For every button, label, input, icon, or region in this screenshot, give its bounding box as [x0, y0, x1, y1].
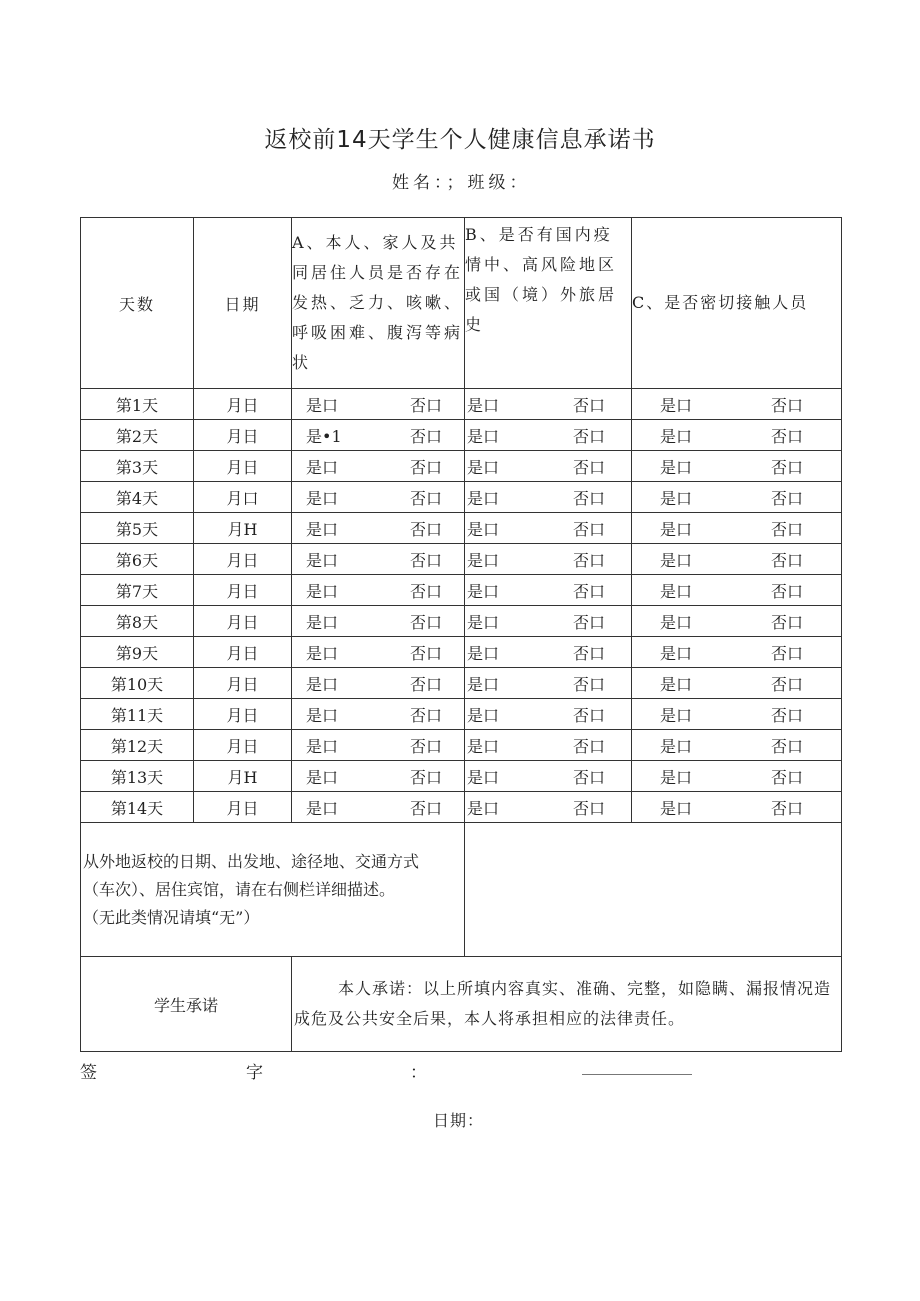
yes-checkbox[interactable]: 是口	[660, 488, 693, 508]
yes-checkbox[interactable]: 是口	[660, 767, 693, 787]
no-checkbox[interactable]: 否口	[770, 519, 803, 539]
no-checkbox[interactable]: 否口	[409, 395, 442, 415]
name-class-line: 姓名：；班级：	[392, 173, 531, 193]
answer-cell-b	[465, 513, 632, 544]
answer-cell-a	[292, 389, 465, 420]
no-checkbox[interactable]: 否口	[409, 426, 442, 446]
yes-checkbox[interactable]: 是•1	[306, 426, 342, 446]
yes-checkbox[interactable]: 是口	[660, 643, 693, 663]
no-checkbox[interactable]: 否口	[409, 488, 442, 508]
health-table	[80, 217, 842, 1052]
answer-cell-b	[465, 606, 632, 637]
no-checkbox[interactable]: 否口	[770, 550, 803, 570]
no-checkbox[interactable]: 否口	[572, 674, 605, 694]
no-checkbox[interactable]: 否口	[572, 457, 605, 477]
date-field[interactable]: 月日	[194, 730, 292, 761]
no-checkbox[interactable]: 否口	[770, 581, 803, 601]
answer-cell-b	[465, 792, 632, 823]
promise-cell	[292, 957, 842, 1052]
no-checkbox[interactable]: 否口	[572, 488, 605, 508]
no-checkbox[interactable]: 否口	[572, 705, 605, 725]
answer-cell-c	[632, 420, 842, 451]
table-row	[81, 389, 842, 420]
no-checkbox[interactable]: 否口	[572, 736, 605, 756]
yes-checkbox[interactable]: 是口	[467, 612, 500, 632]
answer-cell-c	[632, 792, 842, 823]
answer-cell-a	[292, 420, 465, 451]
answer-cell-b	[465, 451, 632, 482]
table-row	[81, 513, 842, 544]
no-checkbox[interactable]: 否口	[770, 612, 803, 632]
signature-char-1: 签	[80, 1063, 97, 1083]
yes-checkbox[interactable]: 是口	[467, 705, 500, 725]
trip-row	[81, 823, 842, 957]
answer-cell-c	[632, 544, 842, 575]
day-label: 第4天	[81, 482, 194, 513]
answer-cell-b	[465, 637, 632, 668]
answer-cell-c	[632, 668, 842, 699]
table-row	[81, 420, 842, 451]
date-field[interactable]: 月日	[194, 389, 292, 420]
no-checkbox[interactable]: 否口	[572, 643, 605, 663]
answer-cell-c	[632, 451, 842, 482]
trip-instruction-line: 从外地返校的日期、出发地、途径地、交通方式	[83, 851, 420, 871]
no-checkbox[interactable]: 否口	[572, 426, 605, 446]
no-checkbox[interactable]: 否口	[572, 612, 605, 632]
answer-cell-a	[292, 606, 465, 637]
answer-cell-a	[292, 451, 465, 482]
date-field[interactable]: 月H	[194, 513, 292, 544]
no-checkbox[interactable]: 否口	[409, 736, 442, 756]
day-label: 第10天	[81, 668, 194, 699]
answer-cell-b	[465, 730, 632, 761]
trip-answer-field[interactable]	[465, 823, 842, 957]
date-field[interactable]: 月口	[194, 482, 292, 513]
signature-blank[interactable]	[582, 1074, 692, 1075]
answer-cell-b	[465, 482, 632, 513]
table-row	[81, 606, 842, 637]
date-field[interactable]: 月日	[194, 451, 292, 482]
yes-checkbox[interactable]: 是口	[306, 674, 339, 694]
promise-row	[81, 957, 842, 1052]
date-field[interactable]: 月日	[194, 637, 292, 668]
no-checkbox[interactable]: 否口	[770, 798, 803, 818]
yes-checkbox[interactable]: 是口	[467, 519, 500, 539]
date-field[interactable]: 月日	[194, 606, 292, 637]
day-label: 第7天	[81, 575, 194, 606]
no-checkbox[interactable]: 否口	[572, 519, 605, 539]
answer-cell-c	[632, 389, 842, 420]
yes-checkbox[interactable]: 是口	[660, 457, 693, 477]
no-checkbox[interactable]: 否口	[409, 581, 442, 601]
signature-line	[80, 1058, 700, 1082]
promise-text: 本人承诺：以上所填内容真实、准确、完整，如隐瞒、漏报情况造成危及公共安全后果，本人将承担相应的法律责任。	[294, 979, 832, 1028]
yes-checkbox[interactable]: 是口	[660, 798, 693, 818]
answer-cell-c	[632, 699, 842, 730]
yes-checkbox[interactable]: 是口	[467, 767, 500, 787]
day-label: 第5天	[81, 513, 194, 544]
no-checkbox[interactable]: 否口	[770, 674, 803, 694]
no-checkbox[interactable]: 否口	[409, 798, 442, 818]
answer-cell-b	[465, 761, 632, 792]
no-checkbox[interactable]: 否口	[770, 395, 803, 415]
no-checkbox[interactable]: 否口	[770, 457, 803, 477]
no-checkbox[interactable]: 否口	[770, 488, 803, 508]
yes-checkbox[interactable]: 是口	[467, 674, 500, 694]
day-label: 第9天	[81, 637, 194, 668]
day-label: 第12天	[81, 730, 194, 761]
answer-cell-c	[632, 482, 842, 513]
yes-checkbox[interactable]: 是口	[467, 581, 500, 601]
answer-cell-b	[465, 699, 632, 730]
answer-cell-b	[465, 389, 632, 420]
answer-cell-a	[292, 699, 465, 730]
date-field[interactable]: 月日	[194, 575, 292, 606]
table-row	[81, 792, 842, 823]
signature-colon: ：	[410, 1063, 427, 1083]
no-checkbox[interactable]: 否口	[770, 705, 803, 725]
table-row	[81, 575, 842, 606]
yes-checkbox[interactable]: 是口	[306, 643, 339, 663]
answer-cell-b	[465, 668, 632, 699]
date-field[interactable]: 月日	[194, 792, 292, 823]
answer-cell-a	[292, 761, 465, 792]
no-checkbox[interactable]: 否口	[409, 674, 442, 694]
day-label: 第11天	[81, 699, 194, 730]
answer-cell-a	[292, 668, 465, 699]
day-label: 第14天	[81, 792, 194, 823]
yes-checkbox[interactable]: 是口	[660, 736, 693, 756]
answer-cell-c	[632, 513, 842, 544]
signature-char-2: 字	[246, 1063, 263, 1083]
no-checkbox[interactable]: 否口	[770, 643, 803, 663]
yes-checkbox[interactable]: 是口	[306, 736, 339, 756]
no-checkbox[interactable]: 否口	[409, 457, 442, 477]
date-footer: 日期：	[433, 1111, 485, 1130]
yes-checkbox[interactable]: 是口	[660, 612, 693, 632]
yes-checkbox[interactable]: 是口	[467, 736, 500, 756]
day-label: 第3天	[81, 451, 194, 482]
answer-cell-a	[292, 637, 465, 668]
yes-checkbox[interactable]: 是口	[660, 581, 693, 601]
yes-checkbox[interactable]: 是口	[467, 457, 500, 477]
day-label: 第6天	[81, 544, 194, 575]
answer-cell-a	[292, 513, 465, 544]
answer-cell-c	[632, 606, 842, 637]
date-field[interactable]: 月日	[194, 544, 292, 575]
yes-checkbox[interactable]: 是口	[306, 488, 339, 508]
yes-checkbox[interactable]: 是口	[467, 798, 500, 818]
answer-cell-c	[632, 575, 842, 606]
no-checkbox[interactable]: 否口	[409, 612, 442, 632]
yes-checkbox[interactable]: 是口	[660, 674, 693, 694]
yes-checkbox[interactable]: 是口	[467, 550, 500, 570]
yes-checkbox[interactable]: 是口	[660, 395, 693, 415]
answer-cell-b	[465, 544, 632, 575]
table-row	[81, 730, 842, 761]
table-row	[81, 699, 842, 730]
promise-label: 学生承诺	[81, 957, 292, 1052]
trip-instruction-line: （无此类情况请填“无”）	[83, 907, 260, 927]
table-row	[81, 637, 842, 668]
yes-checkbox[interactable]: 是口	[660, 550, 693, 570]
no-checkbox[interactable]: 否口	[572, 581, 605, 601]
no-checkbox[interactable]: 否口	[572, 395, 605, 415]
no-checkbox[interactable]: 否口	[770, 767, 803, 787]
answer-cell-a	[292, 730, 465, 761]
header-day: 天数	[81, 218, 194, 389]
yes-checkbox[interactable]: 是口	[660, 519, 693, 539]
yes-checkbox[interactable]: 是口	[660, 705, 693, 725]
no-checkbox[interactable]: 否口	[409, 643, 442, 663]
document-title: 返校前14天学生个人健康信息承诺书	[264, 127, 656, 153]
date-field[interactable]: 月日	[194, 668, 292, 699]
answer-cell-b	[465, 420, 632, 451]
date-field[interactable]: 月日	[194, 699, 292, 730]
header-question-b: B、是否有国内疫情中、高风险地区或国（境）外旅居史	[465, 218, 632, 389]
table-row	[81, 482, 842, 513]
yes-checkbox[interactable]: 是口	[467, 643, 500, 663]
trip-instruction-line: （车次）、居住宾馆，请在右侧栏详细描述。	[83, 879, 396, 899]
table-row	[81, 761, 842, 792]
date-field[interactable]: 月日	[194, 420, 292, 451]
header-row	[81, 218, 842, 389]
yes-checkbox[interactable]: 是口	[467, 426, 500, 446]
day-label: 第1天	[81, 389, 194, 420]
no-checkbox[interactable]: 否口	[409, 550, 442, 570]
header-question-a: A、本人、家人及共同居住人员是否存在发热、乏力、咳嗽、呼吸困难、腹泻等病状	[292, 218, 465, 389]
yes-checkbox[interactable]: 是口	[306, 550, 339, 570]
no-checkbox[interactable]: 否口	[770, 736, 803, 756]
answer-cell-a	[292, 544, 465, 575]
yes-checkbox[interactable]: 是口	[660, 426, 693, 446]
date-field[interactable]: 月H	[194, 761, 292, 792]
header-date: 日期	[194, 218, 292, 389]
no-checkbox[interactable]: 否口	[770, 426, 803, 446]
header-question-c: C、是否密切接触人员	[632, 218, 842, 389]
table-row	[81, 668, 842, 699]
answer-cell-c	[632, 637, 842, 668]
answer-cell-a	[292, 575, 465, 606]
answer-cell-a	[292, 482, 465, 513]
yes-checkbox[interactable]: 是口	[467, 488, 500, 508]
day-label: 第2天	[81, 420, 194, 451]
table-row	[81, 451, 842, 482]
yes-checkbox[interactable]: 是口	[467, 395, 500, 415]
answer-cell-c	[632, 730, 842, 761]
yes-checkbox[interactable]: 是口	[306, 705, 339, 725]
no-checkbox[interactable]: 否口	[409, 767, 442, 787]
answer-cell-b	[465, 575, 632, 606]
no-checkbox[interactable]: 否口	[572, 550, 605, 570]
yes-checkbox[interactable]: 是口	[306, 581, 339, 601]
no-checkbox[interactable]: 否口	[409, 705, 442, 725]
no-checkbox[interactable]: 否口	[409, 519, 442, 539]
trip-instructions	[81, 823, 465, 957]
yes-checkbox[interactable]: 是口	[306, 612, 339, 632]
no-checkbox[interactable]: 否口	[572, 767, 605, 787]
yes-checkbox[interactable]: 是口	[306, 767, 339, 787]
answer-cell-a	[292, 792, 465, 823]
table-row	[81, 544, 842, 575]
day-label: 第8天	[81, 606, 194, 637]
yes-checkbox[interactable]: 是口	[306, 395, 339, 415]
yes-checkbox[interactable]: 是口	[306, 519, 339, 539]
no-checkbox[interactable]: 否口	[572, 798, 605, 818]
day-label: 第13天	[81, 761, 194, 792]
yes-checkbox[interactable]: 是口	[306, 798, 339, 818]
yes-checkbox[interactable]: 是口	[306, 457, 339, 477]
answer-cell-c	[632, 761, 842, 792]
